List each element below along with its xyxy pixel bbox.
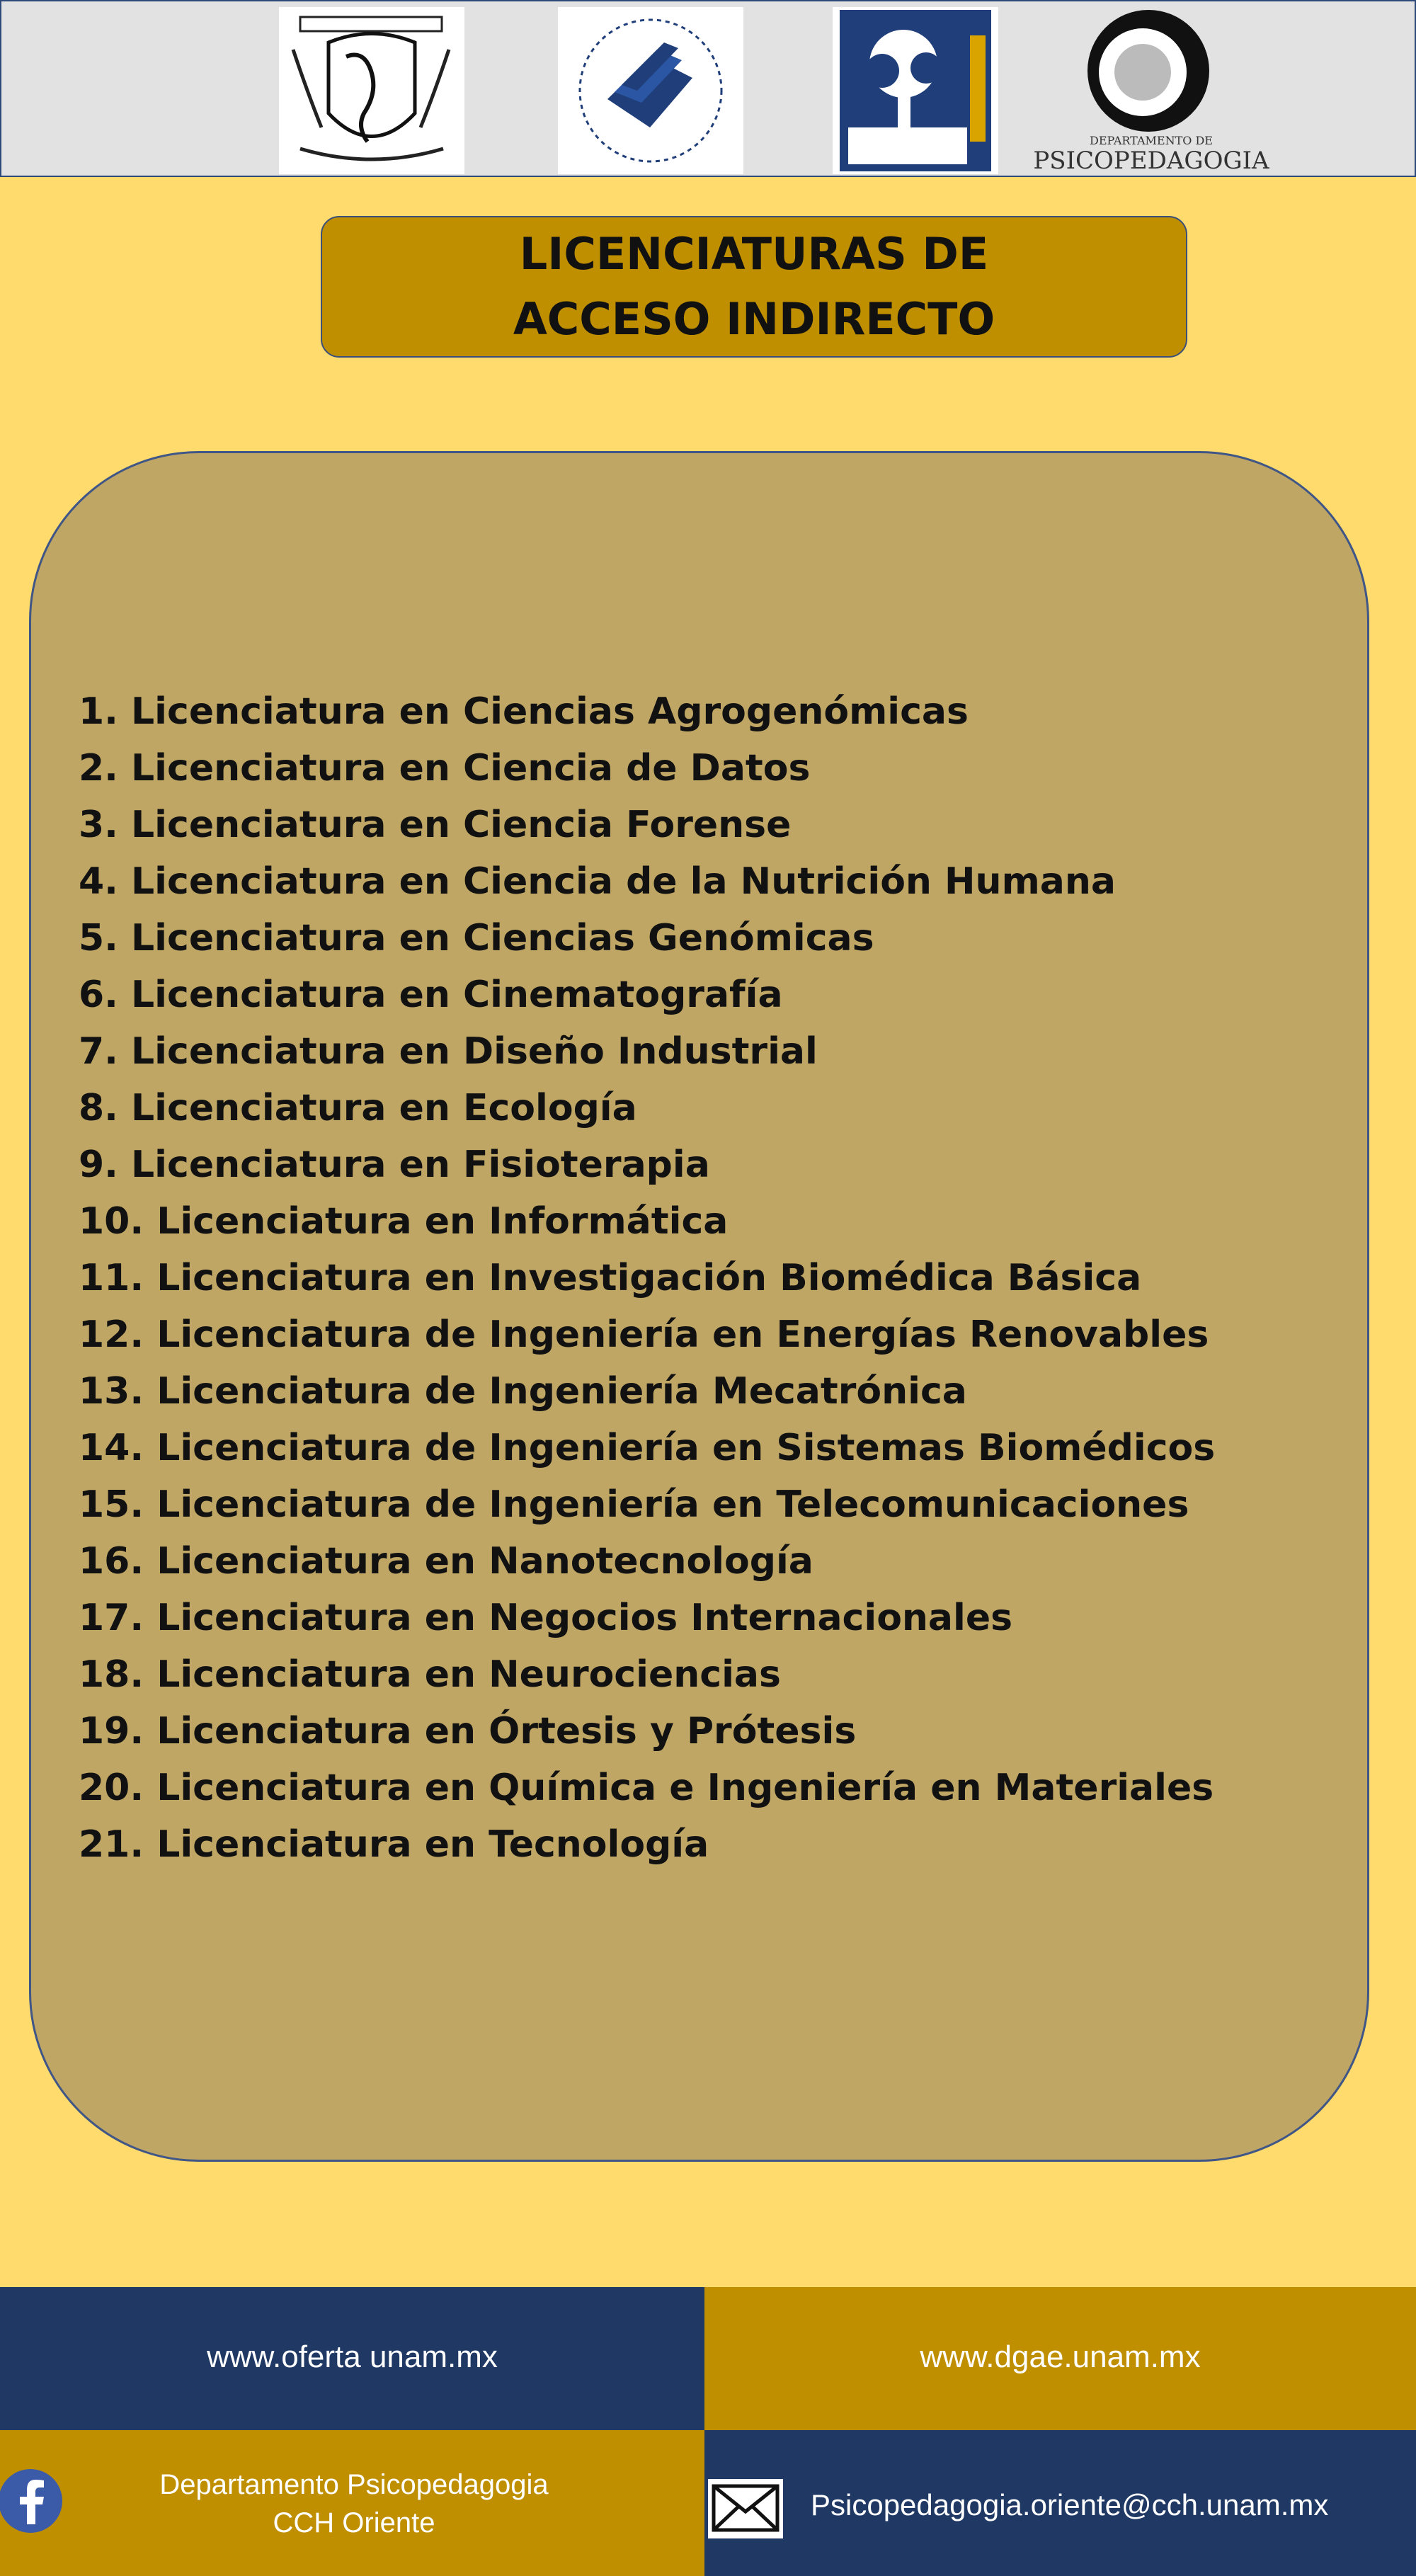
psicopedagogia-caption-small: DEPARTAMENTO DE — [1090, 134, 1213, 147]
footer-email-cell — [704, 2430, 1416, 2576]
degree-list-item: 20. Licenciatura en Química e Ingeniería en Materiales — [79, 1767, 1214, 1809]
degree-list-item: 17. Licenciatura en Negocios Internacionales — [79, 1597, 1013, 1639]
degree-list-item: 14. Licenciatura de Ingeniería en Sistemas Biomédicos — [79, 1427, 1216, 1469]
degree-list-item: 10. Licenciatura en Informática — [79, 1200, 729, 1243]
degree-list-item: 21. Licenciatura en Tecnología — [79, 1823, 709, 1866]
degree-list-item: 18. Licenciatura en Neurociencias — [79, 1653, 781, 1696]
degree-list-item: 9. Licenciatura en Fisioterapia — [79, 1144, 710, 1186]
email-link[interactable]: Psicopedagogia.oriente@cch.unam.mx — [811, 2488, 1329, 2521]
footer-department-cell — [0, 2430, 704, 2576]
cch-books-seal-icon — [558, 7, 743, 174]
degree-list-item: 3. Licenciatura en Ciencia Forense — [79, 804, 792, 846]
degree-list-item: 4. Licenciatura en Ciencia de la Nutrición Humana — [79, 860, 1116, 903]
degree-list-item: 12. Licenciatura de Ingeniería en Energías Renovables — [79, 1313, 1209, 1356]
psicopedagogia-emblem-icon — [1033, 7, 1269, 175]
degree-list-item: 6. Licenciatura en Cinematografía — [79, 974, 783, 1016]
title-banner — [321, 216, 1187, 358]
page-title: LICENCIATURAS DE ACCESO INDIRECTO — [513, 228, 995, 345]
facebook-icon[interactable] — [0, 2469, 62, 2533]
department-line-1: Departamento Psicopedagogia — [159, 2469, 549, 2500]
department-name — [127, 2466, 581, 2542]
envelope-icon[interactable] — [706, 2477, 785, 2541]
cch-oriente-tree-icon — [833, 7, 998, 174]
unam-coat-of-arms-icon — [279, 7, 464, 174]
degree-list-item: 15. Licenciatura de Ingeniería en Telecomunicaciones — [79, 1483, 1189, 1526]
cch-logo — [558, 7, 743, 174]
cch-oriente-logo — [833, 7, 998, 174]
degree-list-item: 8. Licenciatura en Ecología — [79, 1087, 637, 1129]
degree-list-item: 5. Licenciatura en Ciencias Genómicas — [79, 917, 874, 959]
degree-list-item: 11. Licenciatura en Investigación Biomédica Básica — [79, 1257, 1142, 1299]
degree-list — [79, 683, 1215, 1873]
degree-list-item: 13. Licenciatura de Ingeniería Mecatrónica — [79, 1370, 967, 1413]
footer-oferta-cell — [0, 2287, 704, 2430]
degree-list-item: 7. Licenciatura en Diseño Industrial — [79, 1030, 818, 1073]
degree-list-item: 1. Licenciatura en Ciencias Agrogenómicas — [79, 690, 969, 733]
department-line-2: CCH Oriente — [273, 2507, 435, 2538]
unam-logo — [279, 7, 464, 174]
header-logo-bar — [0, 0, 1416, 177]
degree-list-item: 16. Licenciatura en Nanotecnología — [79, 1540, 813, 1583]
psicopedagogia-caption: PSICOPEDAGOGIA — [1033, 147, 1269, 175]
degree-list-item: 2. Licenciatura en Ciencia de Datos — [79, 747, 811, 790]
link-oferta[interactable]: www.oferta unam.mx — [207, 2340, 498, 2374]
link-dgae[interactable]: www.dgae.unam.mx — [920, 2340, 1201, 2374]
psicopedagogia-logo — [1033, 7, 1269, 175]
footer-dgae-cell — [704, 2287, 1416, 2430]
degree-list-item: 19. Licenciatura en Órtesis y Prótesis — [79, 1710, 857, 1753]
